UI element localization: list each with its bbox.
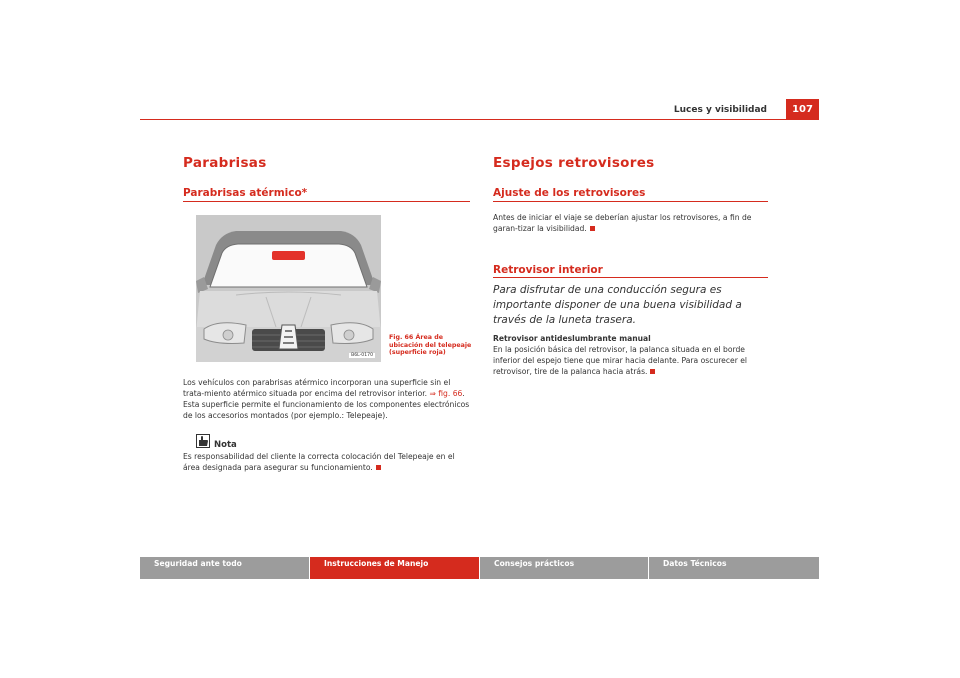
subsection-title-retrovisor-interior: Retrovisor interior	[493, 264, 603, 276]
footer-tab-datos[interactable]: Datos Técnicos	[649, 557, 819, 579]
windshield-figure	[196, 215, 381, 362]
paragraph-text-after-ref: . Esta superficie permite el funcionamiento de los componentes electrónicos de los accesorios montados (por ejemplo.: Telepeaje).	[183, 389, 470, 420]
car-front-illustration	[196, 215, 381, 362]
figure-caption: Fig. 66 Área de ubicación del telepeaje (superficie roja)	[389, 334, 472, 356]
running-header: Luces y visibilidad	[673, 105, 767, 115]
footer-tab-consejos[interactable]: Consejos prácticos	[480, 557, 648, 579]
subsection-rule	[493, 201, 768, 202]
paragraph-retrovisor	[493, 333, 773, 377]
intro-text: Para disfrutar de una conducción segura es importante disponer de una buena visibilidad a través de la luneta trasera.	[493, 284, 742, 326]
paragraph-ajuste-text: Antes de iniciar el viaje se deberían ajustar los retrovisores, a fin de garan-tizar la visibilidad.	[493, 213, 752, 233]
section-end-mark	[590, 226, 595, 231]
subsection-rule	[493, 277, 768, 278]
note-text	[183, 451, 471, 473]
section-end-mark	[376, 465, 381, 470]
note-hand-icon	[196, 434, 210, 448]
section-title-espejos: Espejos retrovisores	[493, 155, 655, 171]
subsection-title-parabrisas-atermico: Parabrisas atérmico*	[183, 187, 308, 199]
subsection-title-ajuste: Ajuste de los retrovisores	[493, 187, 646, 199]
paragraph-ajuste	[493, 212, 771, 234]
note-label: Nota	[214, 440, 237, 450]
note-text-content: Es responsabilidad del cliente la correcta colocación del Telepeaje en el área designada para asegurar su funcionamiento.	[183, 452, 455, 472]
header-rule	[140, 119, 819, 120]
subsection-rule	[183, 201, 470, 202]
subhead-antideslumbrante: Retrovisor antideslumbrante manual	[493, 334, 651, 343]
section-end-mark	[650, 369, 655, 374]
footer-tab-seguridad[interactable]: Seguridad ante todo	[140, 557, 309, 579]
toll-area-mark	[272, 251, 305, 260]
figure-reference-link[interactable]: ⇒ fig. 66	[429, 389, 463, 398]
figure-code: B6L-0170	[351, 353, 373, 358]
paragraph-retrovisor-text: En la posición básica del retrovisor, la palanca situada en el borde inferior del espejo tiene que mirar hacia delante. Para oscurecer el retrovisor, tire de la palanca hacia atrás.	[493, 345, 748, 376]
paragraph-parabrisas	[183, 377, 471, 421]
section-title-parabrisas: Parabrisas	[183, 155, 267, 171]
footer-tab-instrucciones[interactable]: Instrucciones de Manejo	[310, 557, 479, 579]
page-number: 107	[786, 99, 819, 119]
paragraph-text-before-ref: Los vehículos con parabrisas atérmico incorporan una superficie sin el trata-miento atérmico situada por encima del retrovisor interior.	[183, 378, 451, 398]
